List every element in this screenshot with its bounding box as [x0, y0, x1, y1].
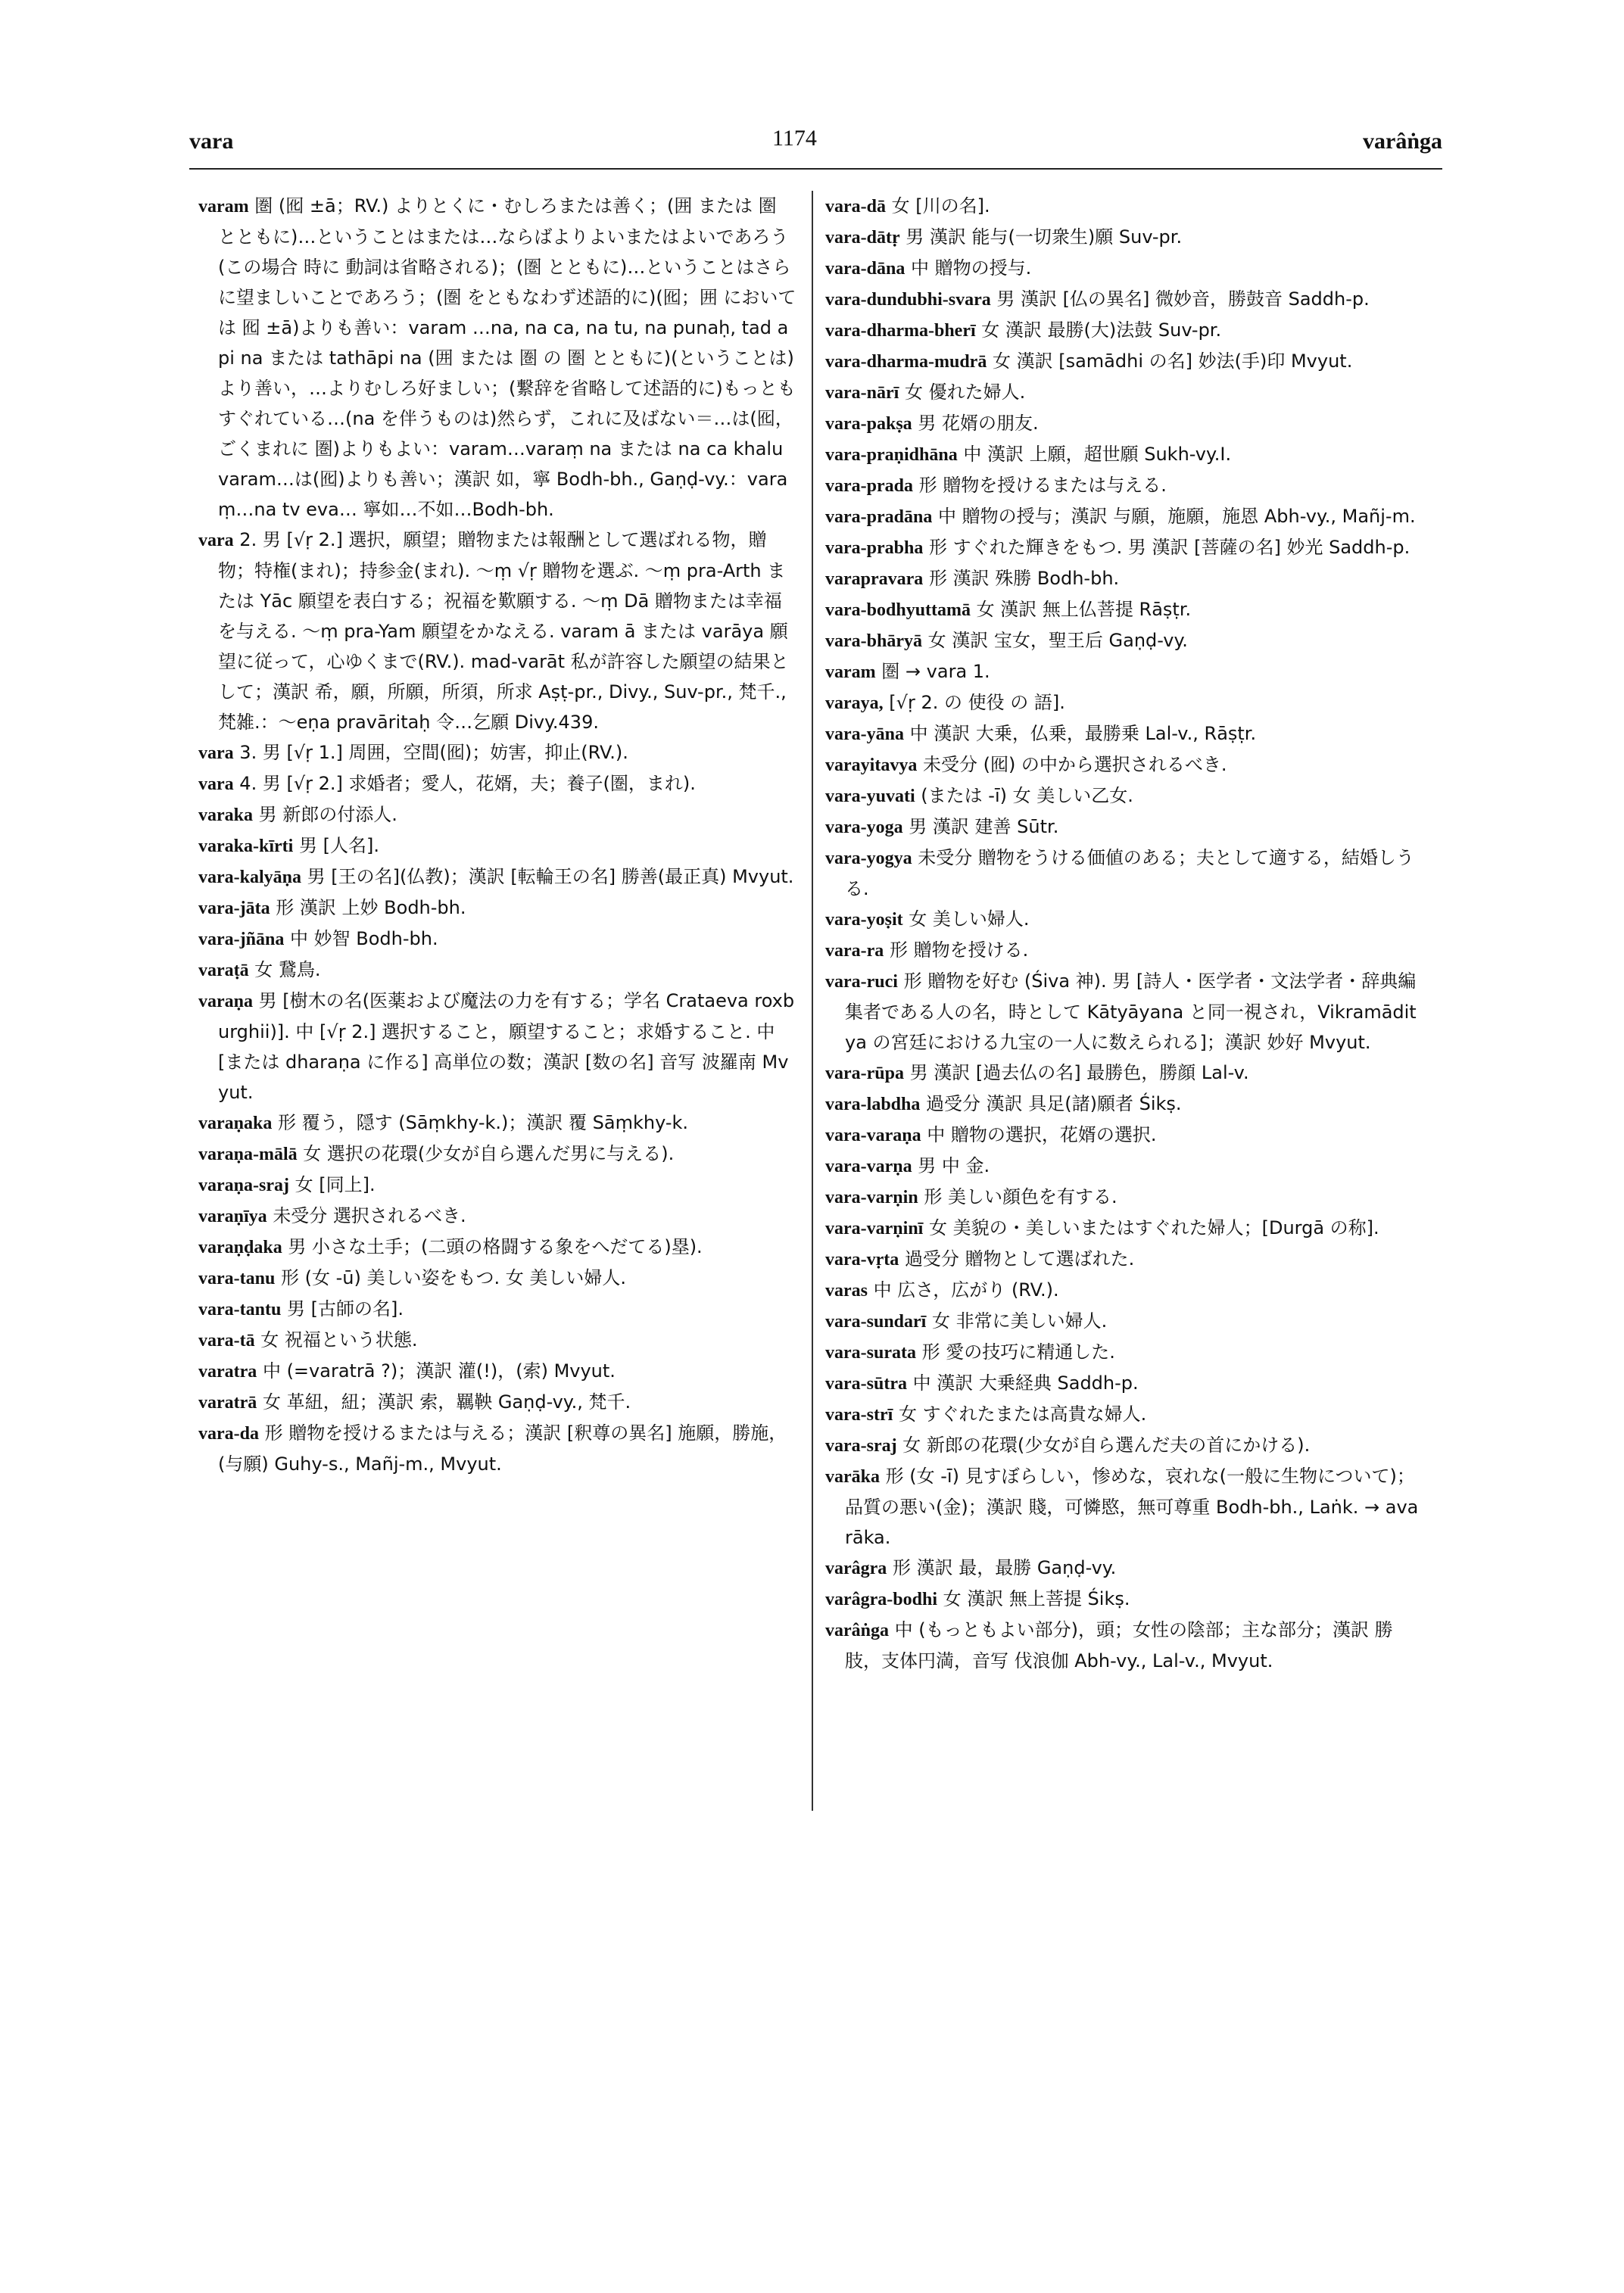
- dictionary-entry: [198, 525, 796, 737]
- entry-headword: vara-dāna: [825, 259, 906, 279]
- entry-headword: vara-ruci: [825, 972, 898, 992]
- entry-headword: vara-varaṇa: [825, 1126, 921, 1145]
- dictionary-entry: [198, 1139, 796, 1170]
- entry-definition: 形 (女 -ī) 見すぼらしい，惨めな，哀れな(一般に生物について)；品質の悪い(金)；漢訳 賤，可憐愍，無可尊重 Bodh-bh., Laṅk. → avarāka.: [845, 1466, 1419, 1548]
- entry-headword: vara-praṇidhāna: [825, 445, 958, 465]
- entry-headword: vara-yogya: [825, 849, 912, 868]
- dictionary-entry: [825, 687, 1423, 718]
- dictionary-entry: [825, 1058, 1423, 1089]
- dictionary-entry: [198, 768, 796, 799]
- entry-definition: 女 鵞鳥.: [254, 959, 321, 980]
- entry-headword: vara-bodhyuttamā: [825, 600, 971, 620]
- entry-headword: vara-dātṛ: [825, 228, 900, 248]
- entry-headword: varaṇaka: [198, 1114, 273, 1133]
- dictionary-entry: [198, 955, 796, 986]
- dictionary-entry: [825, 1120, 1423, 1151]
- entry-definition: 中 (もっともよい部分)，頭；女性の陰部；主な部分；漢訳 勝肢，支体円満，音写 伐浪伽 Abh-vy., Lal-v., Mvyut.: [845, 1619, 1393, 1671]
- entry-headword: vara-labdha: [825, 1095, 921, 1114]
- entry-definition: 中 広さ，広がり (RV.).: [873, 1279, 1059, 1301]
- dictionary-entry: [198, 1263, 796, 1294]
- entry-definition: 女 漢訳 [samādhi の名] 妙法(手)印 Mvyut.: [992, 350, 1353, 372]
- right-column: [825, 191, 1423, 1676]
- entry-headword: varaka-kīrti: [198, 837, 294, 856]
- entry-headword: vara-yāna: [825, 724, 904, 744]
- dictionary-entry: [825, 843, 1423, 904]
- dictionary-entry: [825, 749, 1423, 780]
- entry-headword: varaṇḍaka: [198, 1238, 282, 1257]
- dictionary-entry: [825, 532, 1423, 563]
- entry-headword: varaya,: [825, 693, 884, 713]
- entry-headword: vara-nārī: [825, 383, 899, 403]
- entry-headword: vara-varṇa: [825, 1157, 912, 1176]
- entry-definition: 女 美貌の・美しいまたはすぐれた婦人；[Durgā の称].: [928, 1217, 1379, 1238]
- entry-definition: 形 漢訳 上妙 Bodh-bh.: [276, 897, 466, 918]
- entry-headword: vara: [198, 774, 234, 794]
- entry-definition: 男 中 金.: [918, 1155, 990, 1176]
- dictionary-entry: [825, 1615, 1423, 1676]
- entry-definition: 中 妙智 Bodh-bh.: [289, 928, 438, 949]
- dictionary-entry: [198, 924, 796, 955]
- entry-headword: vara-sraj: [825, 1436, 897, 1456]
- dictionary-entry: [198, 1170, 796, 1201]
- dictionary-entry: [825, 780, 1423, 812]
- entry-definition: 形 すぐれた輝きをもつ. 男 漢訳 [菩薩の名] 妙光 Saddh-p.: [928, 537, 1410, 558]
- dictionary-entry: [825, 904, 1423, 935]
- dictionary-entry: [198, 861, 796, 893]
- dictionary-entry: [198, 191, 796, 525]
- dictionary-entry: [825, 563, 1423, 594]
- dictionary-entry: [825, 812, 1423, 843]
- entry-headword: vara-ra: [825, 941, 884, 961]
- entry-definition: 中 贈物の選択，花婿の選択.: [927, 1124, 1157, 1145]
- entry-headword: vara-dā: [825, 197, 886, 217]
- entry-definition: 未受分 選択されるべき.: [273, 1205, 466, 1226]
- page-header: [189, 126, 1442, 167]
- entry-definition: 男 [古師の名].: [286, 1298, 404, 1319]
- entry-headword: vara-jñāna: [198, 930, 285, 949]
- entry-definition: 形 贈物を授ける.: [889, 939, 1029, 961]
- entry-definition: 女 漢訳 無上仏菩提 Rāṣṭr.: [976, 599, 1192, 620]
- entry-definition: 形 贈物を好む (Śiva 神). 男 [詩人・医学者・文法学者・辞典編集者である人の名，時として Kātyāyana と同一視され，Vikramāditya の宮廷における九宝の一人に数えられる]；漢訳 妙好 Mvyut.: [845, 970, 1417, 1053]
- dictionary-entry: [825, 253, 1423, 284]
- dictionary-entry: [198, 799, 796, 830]
- dictionary-entry: [825, 222, 1423, 253]
- entry-headword: varâṅga: [825, 1621, 889, 1640]
- dictionary-entry: [825, 408, 1423, 439]
- entry-definition: 中 漢訳 大乗，仏乗，最勝乗 Lal-v., Rāṣṭr.: [909, 723, 1257, 744]
- entry-headword: vara-yuvati: [825, 787, 915, 806]
- dictionary-entry: [198, 1418, 796, 1479]
- entry-definition: 中 (=varatrā ?)；漢訳 灌(!)，(索) Mvyut.: [262, 1360, 616, 1382]
- entry-definition: 4. 男 [√ṛ 2.] 求婚者；愛人，花婿，夫；養子(圏，まれ).: [239, 773, 696, 794]
- entry-headword: varaṇa-sraj: [198, 1176, 289, 1195]
- entry-definition: 男 [人名].: [298, 835, 379, 856]
- entry-definition: 中 漢訳 上願，超世願 Sukh-vy.I.: [963, 444, 1232, 465]
- entry-headword: varas: [825, 1281, 868, 1301]
- entry-definition: 男 漢訳 [過去仏の名] 最勝色，勝顔 Lal-v.: [909, 1062, 1249, 1083]
- header-right-guideword: varâṅga: [1363, 129, 1442, 154]
- header-left-guideword: vara: [189, 129, 234, 154]
- dictionary-entry: [825, 1213, 1423, 1244]
- entry-definition: 2. 男 [√ṛ 2.] 選択，願望；贈物または報酬として選ばれる物，贈物；特権(まれ)；持参金(まれ). ～ṃ √ṛ 贈物を選ぶ. ～ṃ pra-Arth または Yāc 願望を表白する；祝福を歎願する. ～ṃ Dā 贈物または幸福を与える. ～ṃ pra-Yam 願望をかなえる. varam ā または varāya 願望に従って，心ゆくまで(RV.). mad-varāt 私が許容した願望の結果として；漢訳 希，願，所願，所須，所求 Aṣṭ-pr., Divy., Suv-pr., 梵千., 梵雑.：～eṇa pravāritaḥ 令…乞願 Divy.439.: [218, 529, 789, 733]
- entry-headword: vara-prabha: [825, 538, 924, 558]
- dictionary-entry: [825, 656, 1423, 687]
- dictionary-entry: [825, 966, 1423, 1058]
- entry-definition: 形 愛の技巧に精通した.: [921, 1341, 1115, 1363]
- entry-definition: 未受分 贈物をうける価値のある；夫として適する，結婚しうる.: [845, 847, 1414, 899]
- entry-headword: varâgra: [825, 1559, 887, 1578]
- entry-headword: vara: [198, 531, 234, 550]
- left-column: [198, 191, 796, 1479]
- dictionary-entry: [825, 315, 1423, 346]
- entry-headword: vara-strī: [825, 1405, 893, 1425]
- entry-definition: 形 贈物を授けるまたは与える；漢訳 [釈尊の異名] 施願，勝施，(与願) Guhy-s., Mañj-m., Mvyut.: [218, 1422, 787, 1475]
- entry-definition: 女 新郎の花環(少女が自ら選んだ夫の首にかける).: [902, 1435, 1311, 1456]
- entry-definition: 形 漢訳 最，最勝 Gaṇḍ-vy.: [892, 1557, 1117, 1578]
- entry-headword: vara-yoga: [825, 818, 903, 837]
- entry-definition: 女 漢訳 最勝(大)法鼓 Suv-pr.: [981, 319, 1222, 341]
- entry-definition: 女 漢訳 宝女，聖王后 Gaṇḍ-vy.: [927, 630, 1188, 651]
- entry-definition: 男 小さな土手；(二頭の格闘する象をへだてる)塁).: [288, 1236, 703, 1257]
- entry-headword: varāka: [825, 1467, 880, 1487]
- dictionary-entry: [825, 346, 1423, 377]
- entry-headword: vara-yoṣit: [825, 910, 903, 930]
- entry-headword: vara-da: [198, 1424, 259, 1444]
- dictionary-entry: [825, 470, 1423, 501]
- entry-definition: 女 漢訳 無上菩提 Śikṣ.: [943, 1588, 1130, 1609]
- entry-definition: 女 すぐれたまたは高貴な婦人.: [898, 1404, 1147, 1425]
- entry-headword: vara-pradāna: [825, 507, 933, 527]
- dictionary-entry: [825, 1089, 1423, 1120]
- dictionary-entry: [825, 935, 1423, 966]
- dictionary-entry: [825, 1275, 1423, 1306]
- entry-definition: 形 漢訳 殊勝 Bodh-bh.: [928, 568, 1120, 589]
- entry-definition: 女 非常に美しい婦人.: [932, 1310, 1108, 1332]
- dictionary-entry: [198, 1201, 796, 1232]
- dictionary-entry: [825, 1306, 1423, 1337]
- entry-definition: 圏 (囮 ±ā；RV.) よりとくに・むしろまたは善く；(囲 または 圏 とともに)…ということはまたは…ならばよりよいまたはよいであろう(この場合 時に 動詞は省略される)；(圏 とともに)…ということはさらに望ましいことであろう；(圏 をともなわず述語的に)(囮；囲 においては 囮 ±ā)よりも善い：varam …na, na ca, na tu, na punaḥ, tad api na または tathāpi na (囲 または 圏 の 圏 とともに)(ということは)より善い，…よりむしろ好ましい；(繋辞を省略して述語的に)もっともすぐれている…(na を伴うものは)然らず，これに及ばない＝…は(囮，ごくまれに 圏)よりもよい：varam…varaṃ na または na ca khalu varam…は(囮)よりも善い；漢訳 如，寧 Bodh-bh., Gaṇḍ-vy.：varaṃ…na tv eva… 寧如…不如…Bodh-bh.: [218, 195, 796, 520]
- entry-definition: 男 [王の名](仏教)；漢訳 [転輪王の名] 勝善(最正真) Mvyut.: [307, 866, 794, 887]
- dictionary-entry: [825, 191, 1423, 222]
- dictionary-entry: [825, 439, 1423, 470]
- entry-definition: 男 [樹木の名(医薬および魔法の力を有する；学名 Crataeva roxburghii)]. 中 [√ṛ 2.] 選択すること，願望すること；求婚すること. 中 [または dharaṇa に作る] 高単位の数；漢訳 [数の名] 音写 波羅南 Mvyut.: [218, 990, 795, 1103]
- dictionary-entry: [825, 1430, 1423, 1461]
- dictionary-entry: [825, 594, 1423, 625]
- entry-definition: 圏 → vara 1.: [881, 661, 990, 682]
- dictionary-entry: [198, 1387, 796, 1418]
- dictionary-entry: [198, 893, 796, 924]
- entry-definition: 男 花婿の朋友.: [918, 413, 1039, 434]
- entry-definition: (または -ī) 女 美しい乙女.: [921, 785, 1133, 806]
- entry-headword: varatra: [198, 1362, 257, 1382]
- entry-headword: varaṇa-mālā: [198, 1145, 298, 1164]
- dictionary-entry: [198, 737, 796, 768]
- dictionary-entry: [825, 1368, 1423, 1399]
- entry-headword: vara-rūpa: [825, 1064, 904, 1083]
- entry-headword: vara-tā: [198, 1331, 255, 1351]
- entry-headword: vara-tanu: [198, 1269, 276, 1288]
- entry-definition: 女 優れた婦人.: [904, 382, 1026, 403]
- entry-headword: vara-tantu: [198, 1300, 282, 1319]
- dictionary-entry: [198, 1356, 796, 1387]
- entry-headword: vara-jāta: [198, 899, 270, 918]
- dictionary-entry: [825, 1337, 1423, 1368]
- header-rule: [189, 168, 1442, 170]
- dictionary-entry: [825, 1553, 1423, 1584]
- entry-definition: 男 漢訳 建善 Sūtr.: [909, 816, 1059, 837]
- entry-definition: 中 漢訳 大乗経典 Saddh-p.: [912, 1372, 1139, 1394]
- entry-definition: 男 漢訳 能与(一切衆生)願 Suv-pr.: [906, 226, 1183, 248]
- entry-headword: vara-dharma-bherī: [825, 321, 976, 341]
- entry-definition: 形 贈物を授けるまたは与える.: [918, 475, 1167, 496]
- entry-definition: 女 [同上].: [295, 1174, 376, 1195]
- dictionary-entry: [825, 1182, 1423, 1213]
- entry-headword: varaṇa: [198, 992, 253, 1011]
- entry-headword: varayitavya: [825, 756, 918, 775]
- entry-definition: 過受分 贈物として選ばれた.: [904, 1248, 1135, 1270]
- entry-definition: 未受分 (囮) の中から選択されるべき.: [922, 754, 1227, 775]
- entry-headword: vara-varṇin: [825, 1188, 918, 1207]
- entry-headword: vara-dundubhi-svara: [825, 290, 991, 310]
- entry-definition: 過受分 漢訳 具足(諸)願者 Śikṣ.: [926, 1093, 1182, 1114]
- entry-headword: vara-surata: [825, 1343, 916, 1363]
- dictionary-entry: [198, 1232, 796, 1263]
- entry-headword: varatrā: [198, 1393, 257, 1413]
- dictionary-entry: [198, 1294, 796, 1325]
- entry-definition: 女 [川の名].: [891, 195, 990, 217]
- dictionary-entry: [198, 986, 796, 1108]
- entry-headword: varam: [825, 662, 876, 682]
- entry-headword: varam: [198, 197, 249, 217]
- dictionary-entry: [825, 625, 1423, 656]
- entry-headword: varapravara: [825, 569, 924, 589]
- entry-headword: vara-vṛta: [825, 1250, 899, 1270]
- dictionary-entry: [825, 1461, 1423, 1553]
- entry-definition: 形 覆う，隠す (Sāṃkhy-k.)；漢訳 覆 Sāṃkhy-k.: [278, 1112, 689, 1133]
- entry-headword: vara-dharma-mudrā: [825, 352, 987, 372]
- entry-headword: varaka: [198, 805, 253, 825]
- entry-headword: vara-pakṣa: [825, 414, 912, 434]
- entry-headword: vara: [198, 743, 234, 763]
- entry-definition: 女 選択の花環(少女が自ら選んだ男に与える).: [303, 1143, 675, 1164]
- dictionary-entry: [198, 1108, 796, 1139]
- dictionary-entry: [198, 830, 796, 861]
- entry-definition: 3. 男 [√ṛ 1.] 周囲，空間(囮)；妨害，抑止(RV.).: [239, 742, 628, 763]
- dictionary-entry: [825, 1399, 1423, 1430]
- entry-definition: 中 贈物の授与.: [910, 257, 1032, 279]
- dictionary-entry: [825, 377, 1423, 408]
- dictionary-entry: [825, 718, 1423, 749]
- dictionary-entry: [825, 1151, 1423, 1182]
- dictionary-entry: [198, 1325, 796, 1356]
- entry-definition: 形 (女 -ū) 美しい姿をもつ. 女 美しい婦人.: [280, 1267, 626, 1288]
- page-number: 1174: [772, 126, 817, 151]
- entry-headword: vara-kalyāṇa: [198, 868, 302, 887]
- entry-definition: 女 美しい婦人.: [909, 908, 1030, 930]
- entry-definition: 形 美しい顔色を有する.: [924, 1186, 1117, 1207]
- column-divider: [812, 191, 813, 1811]
- entry-headword: vara-bhāryā: [825, 631, 922, 651]
- entry-definition: 男 新郎の付添人.: [258, 804, 397, 825]
- entry-headword: vara-sūtra: [825, 1374, 907, 1394]
- entry-headword: varaṇīya: [198, 1207, 267, 1226]
- entry-definition: 男 漢訳 [仏の異名] 微妙音，勝鼓音 Saddh-p.: [996, 288, 1370, 310]
- entry-headword: vara-varṇinī: [825, 1219, 924, 1238]
- dictionary-entry: [825, 1244, 1423, 1275]
- entry-definition: 中 贈物の授与；漢訳 与願，施願，施恩 Abh-vy., Mañj-m.: [937, 506, 1416, 527]
- entry-headword: varaṭā: [198, 961, 249, 980]
- entry-definition: [√ṛ 2. の 使役 の 語].: [889, 692, 1065, 713]
- entry-definition: 女 革紐，紐；漢訳 索，羈鞅 Gaṇḍ-vy., 梵千.: [262, 1391, 631, 1413]
- entry-headword: vara-prada: [825, 476, 913, 496]
- entry-headword: varâgra-bodhi: [825, 1590, 938, 1609]
- entry-definition: 女 祝福という状態.: [260, 1329, 418, 1351]
- entry-headword: vara-sundarī: [825, 1312, 927, 1332]
- dictionary-entry: [825, 1584, 1423, 1615]
- dictionary-entry: [825, 501, 1423, 532]
- dictionary-entry: [825, 284, 1423, 315]
